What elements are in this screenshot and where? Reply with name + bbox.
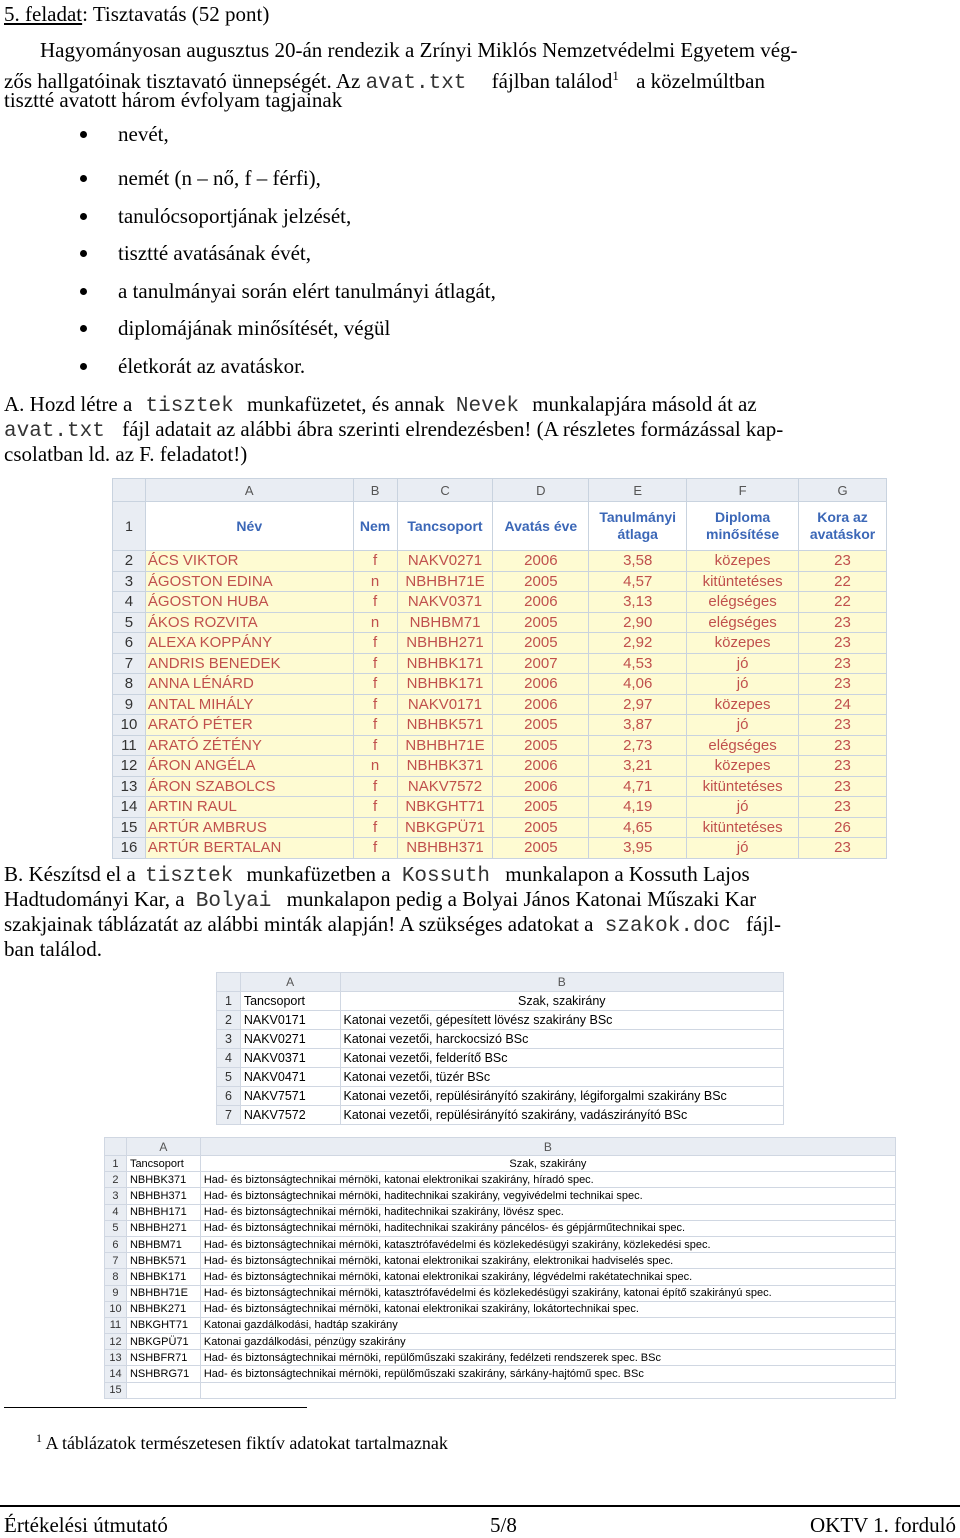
- specialization-cell[interactable]: Had- és biztonságtechnikai mérnöki, haditechnikai szakirány, lövész spec.: [200, 1204, 895, 1220]
- group-cell[interactable]: NAKV7572: [397, 776, 493, 797]
- row-number[interactable]: 4: [217, 1049, 241, 1068]
- header-cell[interactable]: Diploma minősítése: [687, 502, 799, 551]
- group-cell[interactable]: NBHBK571: [126, 1253, 200, 1269]
- average-cell[interactable]: 3,95: [589, 838, 687, 859]
- column-header[interactable]: A: [145, 479, 353, 502]
- year-cell[interactable]: 2007: [493, 653, 589, 674]
- table-row: [105, 1382, 896, 1398]
- sex-cell[interactable]: f: [353, 653, 397, 674]
- intro-line-1: Hagyományosan augusztus 20-án rendezik a Zrínyi Miklós Nemzetvédelmi Egyetem vég-: [40, 38, 798, 62]
- age-cell[interactable]: 23: [799, 776, 887, 797]
- group-cell[interactable]: NBHBH271: [397, 633, 493, 654]
- table-row: [113, 797, 887, 818]
- diploma-cell[interactable]: jó: [687, 653, 799, 674]
- table-row: [113, 694, 887, 715]
- group-cell[interactable]: NAKV0171: [240, 1011, 340, 1030]
- column-header[interactable]: A: [126, 1138, 200, 1156]
- specialization-cell[interactable]: Had- és biztonságtechnikai mérnöki, katonai elektronikai szakirány, lokátortechnikai spec.: [200, 1301, 895, 1317]
- age-cell[interactable]: 26: [799, 817, 887, 838]
- column-header[interactable]: F: [687, 479, 799, 502]
- row-number[interactable]: 7: [105, 1253, 127, 1269]
- specialization-cell[interactable]: Katonai vezetői, repülésirányító szakirány, vadászirányító BSc: [340, 1106, 783, 1125]
- specialization-cell[interactable]: Katonai vezetői, tüzér BSc: [340, 1068, 783, 1087]
- average-cell[interactable]: 3,87: [589, 715, 687, 736]
- footnote-divider: [4, 1407, 307, 1408]
- table-row: [217, 1087, 784, 1106]
- name-cell[interactable]: ÁKOS ROZVITA: [145, 612, 353, 633]
- sex-cell[interactable]: f: [353, 776, 397, 797]
- sex-cell[interactable]: n: [353, 571, 397, 592]
- task-b-line-4: ban találod.: [4, 937, 102, 961]
- task-a-line-3: csolatban ld. az F. feladatot!): [4, 442, 248, 466]
- group-cell[interactable]: [126, 1382, 200, 1398]
- average-cell[interactable]: 4,57: [589, 571, 687, 592]
- table-row: [113, 817, 887, 838]
- year-cell[interactable]: 2006: [493, 592, 589, 613]
- table-row: [113, 551, 887, 572]
- row-number[interactable]: 3: [105, 1188, 127, 1204]
- name-cell[interactable]: ÁGOSTON EDINA: [145, 571, 353, 592]
- specialization-cell[interactable]: Katonai gazdálkodási, pénzügy szakirány: [200, 1334, 895, 1350]
- group-cell[interactable]: NAKV7572: [240, 1106, 340, 1125]
- specialization-cell[interactable]: Katonai vezetői, harckocsizó BSc: [340, 1030, 783, 1049]
- row-number[interactable]: 10: [105, 1301, 127, 1317]
- row-number[interactable]: 1: [217, 992, 241, 1011]
- table-row: [113, 653, 887, 674]
- group-cell[interactable]: NBHBH71E: [397, 571, 493, 592]
- row-number[interactable]: 12: [105, 1334, 127, 1350]
- year-cell[interactable]: 2006: [493, 776, 589, 797]
- group-cell[interactable]: NAKV0371: [240, 1049, 340, 1068]
- task-a-line-2: avat.txt fájl adatait az alábbi ábra szerinti elrendezésben! (A részletes formázással kap-: [4, 417, 784, 443]
- task-number: 5. feladat: [4, 2, 83, 26]
- column-header[interactable]: B: [353, 479, 397, 502]
- average-cell[interactable]: 4,06: [589, 674, 687, 695]
- sex-cell[interactable]: f: [353, 633, 397, 654]
- name-cell[interactable]: ARTIN RAUL: [145, 797, 353, 818]
- table-row: [105, 1334, 896, 1350]
- group-cell[interactable]: NBHBH171: [126, 1204, 200, 1220]
- table-row: [113, 715, 887, 736]
- table-row: [113, 735, 887, 756]
- row-number[interactable]: 4: [105, 1204, 127, 1220]
- column-header[interactable]: B: [200, 1138, 895, 1156]
- intro-line-3: tisztté avatott három évfolyam tagjainak: [4, 88, 343, 112]
- intro-text: fájlban találod: [486, 69, 613, 93]
- row-number[interactable]: 7: [217, 1106, 241, 1125]
- row-number[interactable]: 16: [113, 838, 146, 859]
- group-cell[interactable]: NBHBM71: [397, 612, 493, 633]
- row-number[interactable]: 5: [105, 1220, 127, 1236]
- row-number[interactable]: 6: [105, 1236, 127, 1252]
- average-cell[interactable]: 2,97: [589, 694, 687, 715]
- diploma-cell[interactable]: jó: [687, 797, 799, 818]
- column-header[interactable]: B: [340, 973, 783, 992]
- group-cell[interactable]: NBKGPÜ71: [126, 1334, 200, 1350]
- average-cell[interactable]: 2,73: [589, 735, 687, 756]
- bullet-icon: [80, 288, 87, 295]
- sex-cell[interactable]: f: [353, 694, 397, 715]
- year-cell[interactable]: 2005: [493, 633, 589, 654]
- table-row: [105, 1269, 896, 1285]
- row-number[interactable]: 5: [217, 1068, 241, 1087]
- column-header[interactable]: E: [589, 479, 687, 502]
- header-cell[interactable]: Tancsoport: [240, 992, 340, 1011]
- row-number[interactable]: 14: [113, 797, 146, 818]
- age-cell[interactable]: 23: [799, 797, 887, 818]
- sex-cell[interactable]: n: [353, 612, 397, 633]
- row-number[interactable]: 2: [113, 551, 146, 572]
- average-cell[interactable]: 3,13: [589, 592, 687, 613]
- bullet-icon: [80, 325, 87, 332]
- specialization-cell[interactable]: Had- és biztonságtechnikai mérnöki, repülőműszaki szakirány, sárkány-hajtómű spec. BSc: [200, 1366, 895, 1382]
- group-cell[interactable]: NBKGPÜ71: [397, 817, 493, 838]
- header-cell[interactable]: Tanulmányi átlaga: [589, 502, 687, 551]
- table-row: [105, 1366, 896, 1382]
- sex-cell[interactable]: f: [353, 715, 397, 736]
- specialization-cell[interactable]: Had- és biztonságtechnikai mérnöki, repülőműszaki szakirány, fedélzeti rendszerek spec. BSc: [200, 1350, 895, 1366]
- bullet-icon: [80, 250, 87, 257]
- row-number[interactable]: 6: [217, 1087, 241, 1106]
- group-cell[interactable]: NBHBK271: [126, 1301, 200, 1317]
- table-row: [105, 1350, 896, 1366]
- row-number[interactable]: 7: [113, 653, 146, 674]
- bullet-icon: [80, 131, 87, 138]
- group-cell[interactable]: NBHBH371: [397, 838, 493, 859]
- average-cell[interactable]: 2,90: [589, 612, 687, 633]
- name-cell[interactable]: ANTAL MIHÁLY: [145, 694, 353, 715]
- specialization-cell[interactable]: Had- és biztonságtechnikai mérnöki, katonai elektronikai szakirány, légvédelmi rakétatechnikai spec.: [200, 1269, 895, 1285]
- year-cell[interactable]: 2006: [493, 756, 589, 777]
- year-cell[interactable]: 2005: [493, 838, 589, 859]
- name-cell[interactable]: ÁCS VIKTOR: [145, 551, 353, 572]
- row-number[interactable]: 10: [113, 715, 146, 736]
- specialization-cell[interactable]: Katonai vezetői, gépesített lövész szakirány BSc: [340, 1011, 783, 1030]
- name-cell[interactable]: ARATÓ ZÉTÉNY: [145, 735, 353, 756]
- diploma-cell[interactable]: kitüntetéses: [687, 817, 799, 838]
- group-cell[interactable]: NBHBK371: [397, 756, 493, 777]
- year-cell[interactable]: 2006: [493, 694, 589, 715]
- row-number[interactable]: 12: [113, 756, 146, 777]
- header-cell[interactable]: Név: [145, 502, 353, 551]
- corner-cell[interactable]: [113, 479, 146, 502]
- header-cell[interactable]: Szak, szakirány: [340, 992, 783, 1011]
- footnote: $^1$ A táblázatok természetesen fiktív adatokat tartalmaznak: [36, 1431, 448, 1453]
- average-cell[interactable]: 4,71: [589, 776, 687, 797]
- age-cell[interactable]: 23: [799, 633, 887, 654]
- table-row: [105, 1317, 896, 1333]
- diploma-cell[interactable]: jó: [687, 838, 799, 859]
- name-cell[interactable]: ANDRIS BENEDEK: [145, 653, 353, 674]
- row-number[interactable]: 1: [105, 1156, 127, 1172]
- group-cell[interactable]: NAKV0271: [240, 1030, 340, 1049]
- average-cell[interactable]: 4,19: [589, 797, 687, 818]
- workbook-name: tisztek: [145, 865, 234, 888]
- worksheet-name: Bolyai: [195, 890, 272, 913]
- age-cell[interactable]: 23: [799, 551, 887, 572]
- header-cell[interactable]: Avatás éve: [493, 502, 589, 551]
- group-cell[interactable]: NBHBH71E: [397, 735, 493, 756]
- intro-text: zős hallgatóinak tisztavató ünnepségét. Az: [4, 69, 366, 93]
- year-cell[interactable]: 2006: [493, 674, 589, 695]
- specialization-cell[interactable]: Had- és biztonságtechnikai mérnöki, haditechnikai szakirány páncélos- és gépjárműtechnikai spec.: [200, 1220, 895, 1236]
- table-row: [105, 1220, 896, 1236]
- average-cell[interactable]: 4,53: [589, 653, 687, 674]
- column-header[interactable]: G: [799, 479, 887, 502]
- row-number[interactable]: 13: [113, 776, 146, 797]
- bullet-icon: [80, 363, 87, 370]
- row-number[interactable]: 3: [217, 1030, 241, 1049]
- diploma-cell[interactable]: jó: [687, 715, 799, 736]
- table-row: [113, 838, 887, 859]
- name-cell[interactable]: ARTÚR BERTALAN: [145, 838, 353, 859]
- sex-cell[interactable]: f: [353, 592, 397, 613]
- file-name: avat.txt: [4, 420, 105, 443]
- table-row: [105, 1172, 896, 1188]
- group-cell[interactable]: NBHBK171: [397, 674, 493, 695]
- row-number[interactable]: 11: [113, 735, 146, 756]
- header-cell[interactable]: Szak, szakirány: [200, 1156, 895, 1172]
- spreadsheet-kossuth: [216, 972, 784, 1124]
- table-row: [113, 571, 887, 592]
- table-row: [105, 1204, 896, 1220]
- footer-divider: [0, 1505, 960, 1507]
- name-cell[interactable]: ARATÓ PÉTER: [145, 715, 353, 736]
- name-cell[interactable]: ÁGOSTON HUBA: [145, 592, 353, 613]
- diploma-cell[interactable]: elégséges: [687, 735, 799, 756]
- table-row: [113, 674, 887, 695]
- column-header[interactable]: C: [397, 479, 493, 502]
- header-cell[interactable]: Kora az avatáskor: [799, 502, 887, 551]
- sex-cell[interactable]: f: [353, 674, 397, 695]
- name-cell[interactable]: ÁRON SZABOLCS: [145, 776, 353, 797]
- group-cell[interactable]: NBKGHT71: [397, 797, 493, 818]
- intro-text: a közelmúltban: [630, 69, 765, 93]
- age-cell[interactable]: 22: [799, 592, 887, 613]
- corner-cell[interactable]: [105, 1138, 127, 1156]
- group-cell[interactable]: NAKV0271: [397, 551, 493, 572]
- diploma-cell[interactable]: közepes: [687, 756, 799, 777]
- row-number[interactable]: 5: [113, 612, 146, 633]
- diploma-cell[interactable]: közepes: [687, 694, 799, 715]
- sex-cell[interactable]: f: [353, 735, 397, 756]
- row-number[interactable]: 11: [105, 1317, 127, 1333]
- corner-cell[interactable]: [217, 973, 241, 992]
- group-cell[interactable]: NBKGHT71: [126, 1317, 200, 1333]
- specialization-cell[interactable]: Had- és biztonságtechnikai mérnöki, haditechnikai szakirány, vegyivédelmi technikai spec.: [200, 1188, 895, 1204]
- year-cell[interactable]: 2005: [493, 715, 589, 736]
- group-cell[interactable]: NBHBK571: [397, 715, 493, 736]
- average-cell[interactable]: 3,21: [589, 756, 687, 777]
- table-row: [113, 612, 887, 633]
- table-row: [113, 756, 887, 777]
- age-cell[interactable]: 23: [799, 674, 887, 695]
- average-cell[interactable]: 3,58: [589, 551, 687, 572]
- table-row: [217, 1106, 784, 1125]
- row-number[interactable]: 2: [217, 1011, 241, 1030]
- specialization-cell[interactable]: Had- és biztonságtechnikai mérnöki, katasztrófavédelmi és közlekedésügyi szakirány, közlekedési spec.: [200, 1236, 895, 1252]
- specialization-cell[interactable]: Katonai vezetői, repülésirányító szakirány, légiforgalmi szakirány BSc: [340, 1087, 783, 1106]
- spreadsheet-nevek: [112, 478, 887, 857]
- group-cell[interactable]: NBHBK171: [397, 653, 493, 674]
- average-cell[interactable]: 4,65: [589, 817, 687, 838]
- age-cell[interactable]: 24: [799, 694, 887, 715]
- file-name: szakok.doc: [604, 915, 731, 938]
- age-cell[interactable]: 23: [799, 838, 887, 859]
- name-cell[interactable]: ARTÚR AMBRUS: [145, 817, 353, 838]
- age-cell[interactable]: 22: [799, 571, 887, 592]
- specialization-cell[interactable]: Had- és biztonságtechnikai mérnöki, katasztrófavédelmi és közlekedésügyi szakirány, katonai építő szakirányú spec.: [200, 1285, 895, 1301]
- task-a-line-1: A. Hozd létre a tisztek munkafüzetet, és annak Nevek munkalapjára másold át az: [4, 392, 757, 418]
- specialization-cell[interactable]: [200, 1382, 895, 1398]
- sex-cell[interactable]: f: [353, 817, 397, 838]
- diploma-cell[interactable]: jó: [687, 674, 799, 695]
- footnote-ref: 1: [612, 68, 619, 83]
- diploma-cell[interactable]: kitüntetéses: [687, 571, 799, 592]
- task-b-line-1: B. Készítsd el a tisztek munkafüzetben a Kossuth munkalapon a Kossuth Lajos: [4, 862, 750, 888]
- table-row: [105, 1285, 896, 1301]
- file-name: avat.txt: [365, 72, 467, 95]
- group-cell[interactable]: NAKV7571: [240, 1087, 340, 1106]
- age-cell[interactable]: 23: [799, 756, 887, 777]
- group-cell[interactable]: NAKV0471: [240, 1068, 340, 1087]
- table-row: [113, 592, 887, 613]
- row-number[interactable]: 13: [105, 1350, 127, 1366]
- year-cell[interactable]: 2005: [493, 817, 589, 838]
- sex-cell[interactable]: f: [353, 838, 397, 859]
- specialization-cell[interactable]: Katonai gazdálkodási, hadtáp szakirány: [200, 1317, 895, 1333]
- age-cell[interactable]: 23: [799, 735, 887, 756]
- table-row: [105, 1236, 896, 1252]
- task-b-line-2: Hadtudományi Kar, a Bolyai munkalapon pedig a Bolyai János Katonai Műszaki Kar: [4, 887, 757, 913]
- workbook-name: tisztek: [145, 395, 234, 418]
- row-number[interactable]: 15: [113, 817, 146, 838]
- group-cell[interactable]: NBHBH71E: [126, 1285, 200, 1301]
- table-row: [105, 1301, 896, 1317]
- year-cell[interactable]: 2005: [493, 735, 589, 756]
- year-cell[interactable]: 2005: [493, 571, 589, 592]
- age-cell[interactable]: 23: [799, 715, 887, 736]
- group-cell[interactable]: NBHBM71: [126, 1236, 200, 1252]
- row-number[interactable]: 6: [113, 633, 146, 654]
- row-number[interactable]: 9: [113, 694, 146, 715]
- table-row: [217, 1011, 784, 1030]
- table-row: [217, 1030, 784, 1049]
- diploma-cell[interactable]: elégséges: [687, 592, 799, 613]
- sex-cell[interactable]: f: [353, 551, 397, 572]
- footer-left: Értékelési útmutató: [4, 1513, 168, 1537]
- year-cell[interactable]: 2005: [493, 612, 589, 633]
- task-heading: [4, 2, 269, 27]
- row-number[interactable]: 3: [113, 571, 146, 592]
- group-cell[interactable]: NBHBK171: [126, 1269, 200, 1285]
- group-cell[interactable]: NBHBH271: [126, 1220, 200, 1236]
- column-header[interactable]: D: [493, 479, 589, 502]
- diploma-cell[interactable]: közepes: [687, 551, 799, 572]
- task-title: : Tisztavatás (52 pont): [82, 2, 270, 26]
- row-number[interactable]: 15: [105, 1382, 127, 1398]
- row-number[interactable]: 9: [105, 1285, 127, 1301]
- group-cell[interactable]: NBHBH371: [126, 1188, 200, 1204]
- footer-right: OKTV 1. forduló: [809, 1513, 956, 1537]
- table-row: [217, 1049, 784, 1068]
- age-cell[interactable]: 23: [799, 653, 887, 674]
- row-number[interactable]: 1: [113, 502, 146, 551]
- worksheet-name: Kossuth: [401, 865, 491, 888]
- specialization-cell[interactable]: Had- és biztonságtechnikai mérnöki, katonai elektronikai szakirány, híradó spec.: [200, 1172, 895, 1188]
- specialization-cell[interactable]: Katonai vezetői, felderítő BSc: [340, 1049, 783, 1068]
- group-cell[interactable]: NSHBFR71: [126, 1350, 200, 1366]
- worksheet-name: Nevek: [455, 395, 519, 418]
- table-row: [105, 1253, 896, 1269]
- header-cell[interactable]: Nem: [353, 502, 397, 551]
- task-b-line-3: szakjainak táblázatát az alábbi minták alapján! A szükséges adatokat a szakok.doc fájl-: [4, 912, 782, 938]
- column-header[interactable]: A: [240, 973, 340, 992]
- page-number: 5/8: [490, 1513, 517, 1537]
- row-number[interactable]: 2: [105, 1172, 127, 1188]
- table-row: [113, 776, 887, 797]
- name-cell[interactable]: ÁRON ANGÉLA: [145, 756, 353, 777]
- row-number[interactable]: 8: [113, 674, 146, 695]
- row-number[interactable]: 14: [105, 1366, 127, 1382]
- table-row: [105, 1188, 896, 1204]
- average-cell[interactable]: 2,92: [589, 633, 687, 654]
- group-cell[interactable]: NAKV0171: [397, 694, 493, 715]
- group-cell[interactable]: NAKV0371: [397, 592, 493, 613]
- table-row: [113, 633, 887, 654]
- sex-cell[interactable]: f: [353, 797, 397, 818]
- diploma-cell[interactable]: elégséges: [687, 612, 799, 633]
- group-cell[interactable]: NSHBRG71: [126, 1366, 200, 1382]
- diploma-cell[interactable]: közepes: [687, 633, 799, 654]
- name-cell[interactable]: ALEXA KOPPÁNY: [145, 633, 353, 654]
- year-cell[interactable]: 2006: [493, 551, 589, 572]
- sex-cell[interactable]: n: [353, 756, 397, 777]
- group-cell[interactable]: NBHBK371: [126, 1172, 200, 1188]
- bullet-icon: [80, 175, 87, 182]
- spreadsheet-bolyai: [104, 1137, 896, 1397]
- age-cell[interactable]: 23: [799, 612, 887, 633]
- name-cell[interactable]: ANNA LÉNÁRD: [145, 674, 353, 695]
- header-cell[interactable]: Tancsoport: [397, 502, 493, 551]
- row-number[interactable]: 8: [105, 1269, 127, 1285]
- year-cell[interactable]: 2005: [493, 797, 589, 818]
- row-number[interactable]: 4: [113, 592, 146, 613]
- diploma-cell[interactable]: kitüntetéses: [687, 776, 799, 797]
- header-cell[interactable]: Tancsoport: [126, 1156, 200, 1172]
- bullet-icon: [80, 213, 87, 220]
- specialization-cell[interactable]: Had- és biztonságtechnikai mérnöki, katonai elektronikai szakirány, elektronikai hadviselés spec.: [200, 1253, 895, 1269]
- table-row: [217, 1068, 784, 1087]
